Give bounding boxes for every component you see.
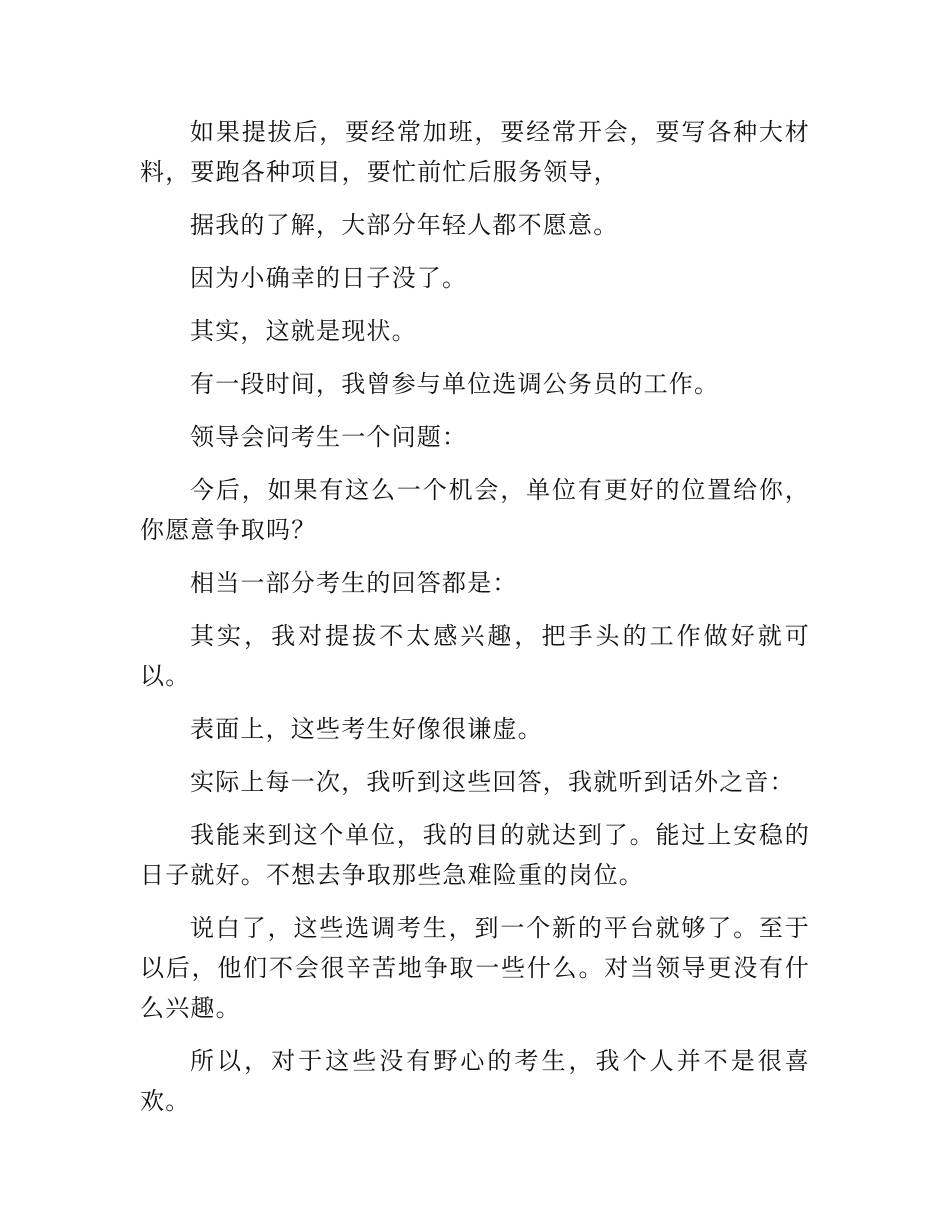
paragraph: 有一段时间，我曾参与单位选调公务员的工作。: [190, 370, 720, 398]
paragraph: 说白了，这些选调考生，到一个新的平台就够了。至于以后，他们不会很辛苦地争取一些什么。对当领导更没有什么兴趣。: [140, 914, 810, 1022]
paragraph: 领导会问考生一个问题：: [190, 423, 468, 451]
paragraph: 我能来到这个单位，我的目的就达到了。能过上安稳的日子就好。不想去争取那些急难险重的岗位。: [140, 821, 810, 889]
paragraph: 其实，我对提拔不太感兴趣，把手头的工作做好就可以。: [140, 622, 810, 690]
paragraph: 其实，这就是现状。: [190, 317, 417, 345]
paragraph: 据我的了解，大部分年轻人都不愿意。: [190, 211, 619, 239]
paragraph: 实际上每一次，我听到这些回答，我就听到话外之音：: [190, 768, 795, 796]
paragraph: 相当一部分考生的回答都是：: [190, 569, 518, 597]
paragraph: 因为小确幸的日子没了。: [190, 264, 468, 292]
paragraph: 如果提拔后，要经常加班，要经常开会，要写各种大材料，要跑各种项目，要忙前忙后服务领导，: [140, 118, 810, 186]
paragraph: 今后，如果有这么一个机会，单位有更好的位置给你，你愿意争取吗？: [140, 476, 810, 544]
paragraph: 表面上，这些考生好像很谦虚。: [190, 715, 543, 743]
document-body: [140, 112, 810, 1134]
paragraph: 所以，对于这些没有野心的考生，我个人并不是很喜欢。: [140, 1047, 810, 1115]
